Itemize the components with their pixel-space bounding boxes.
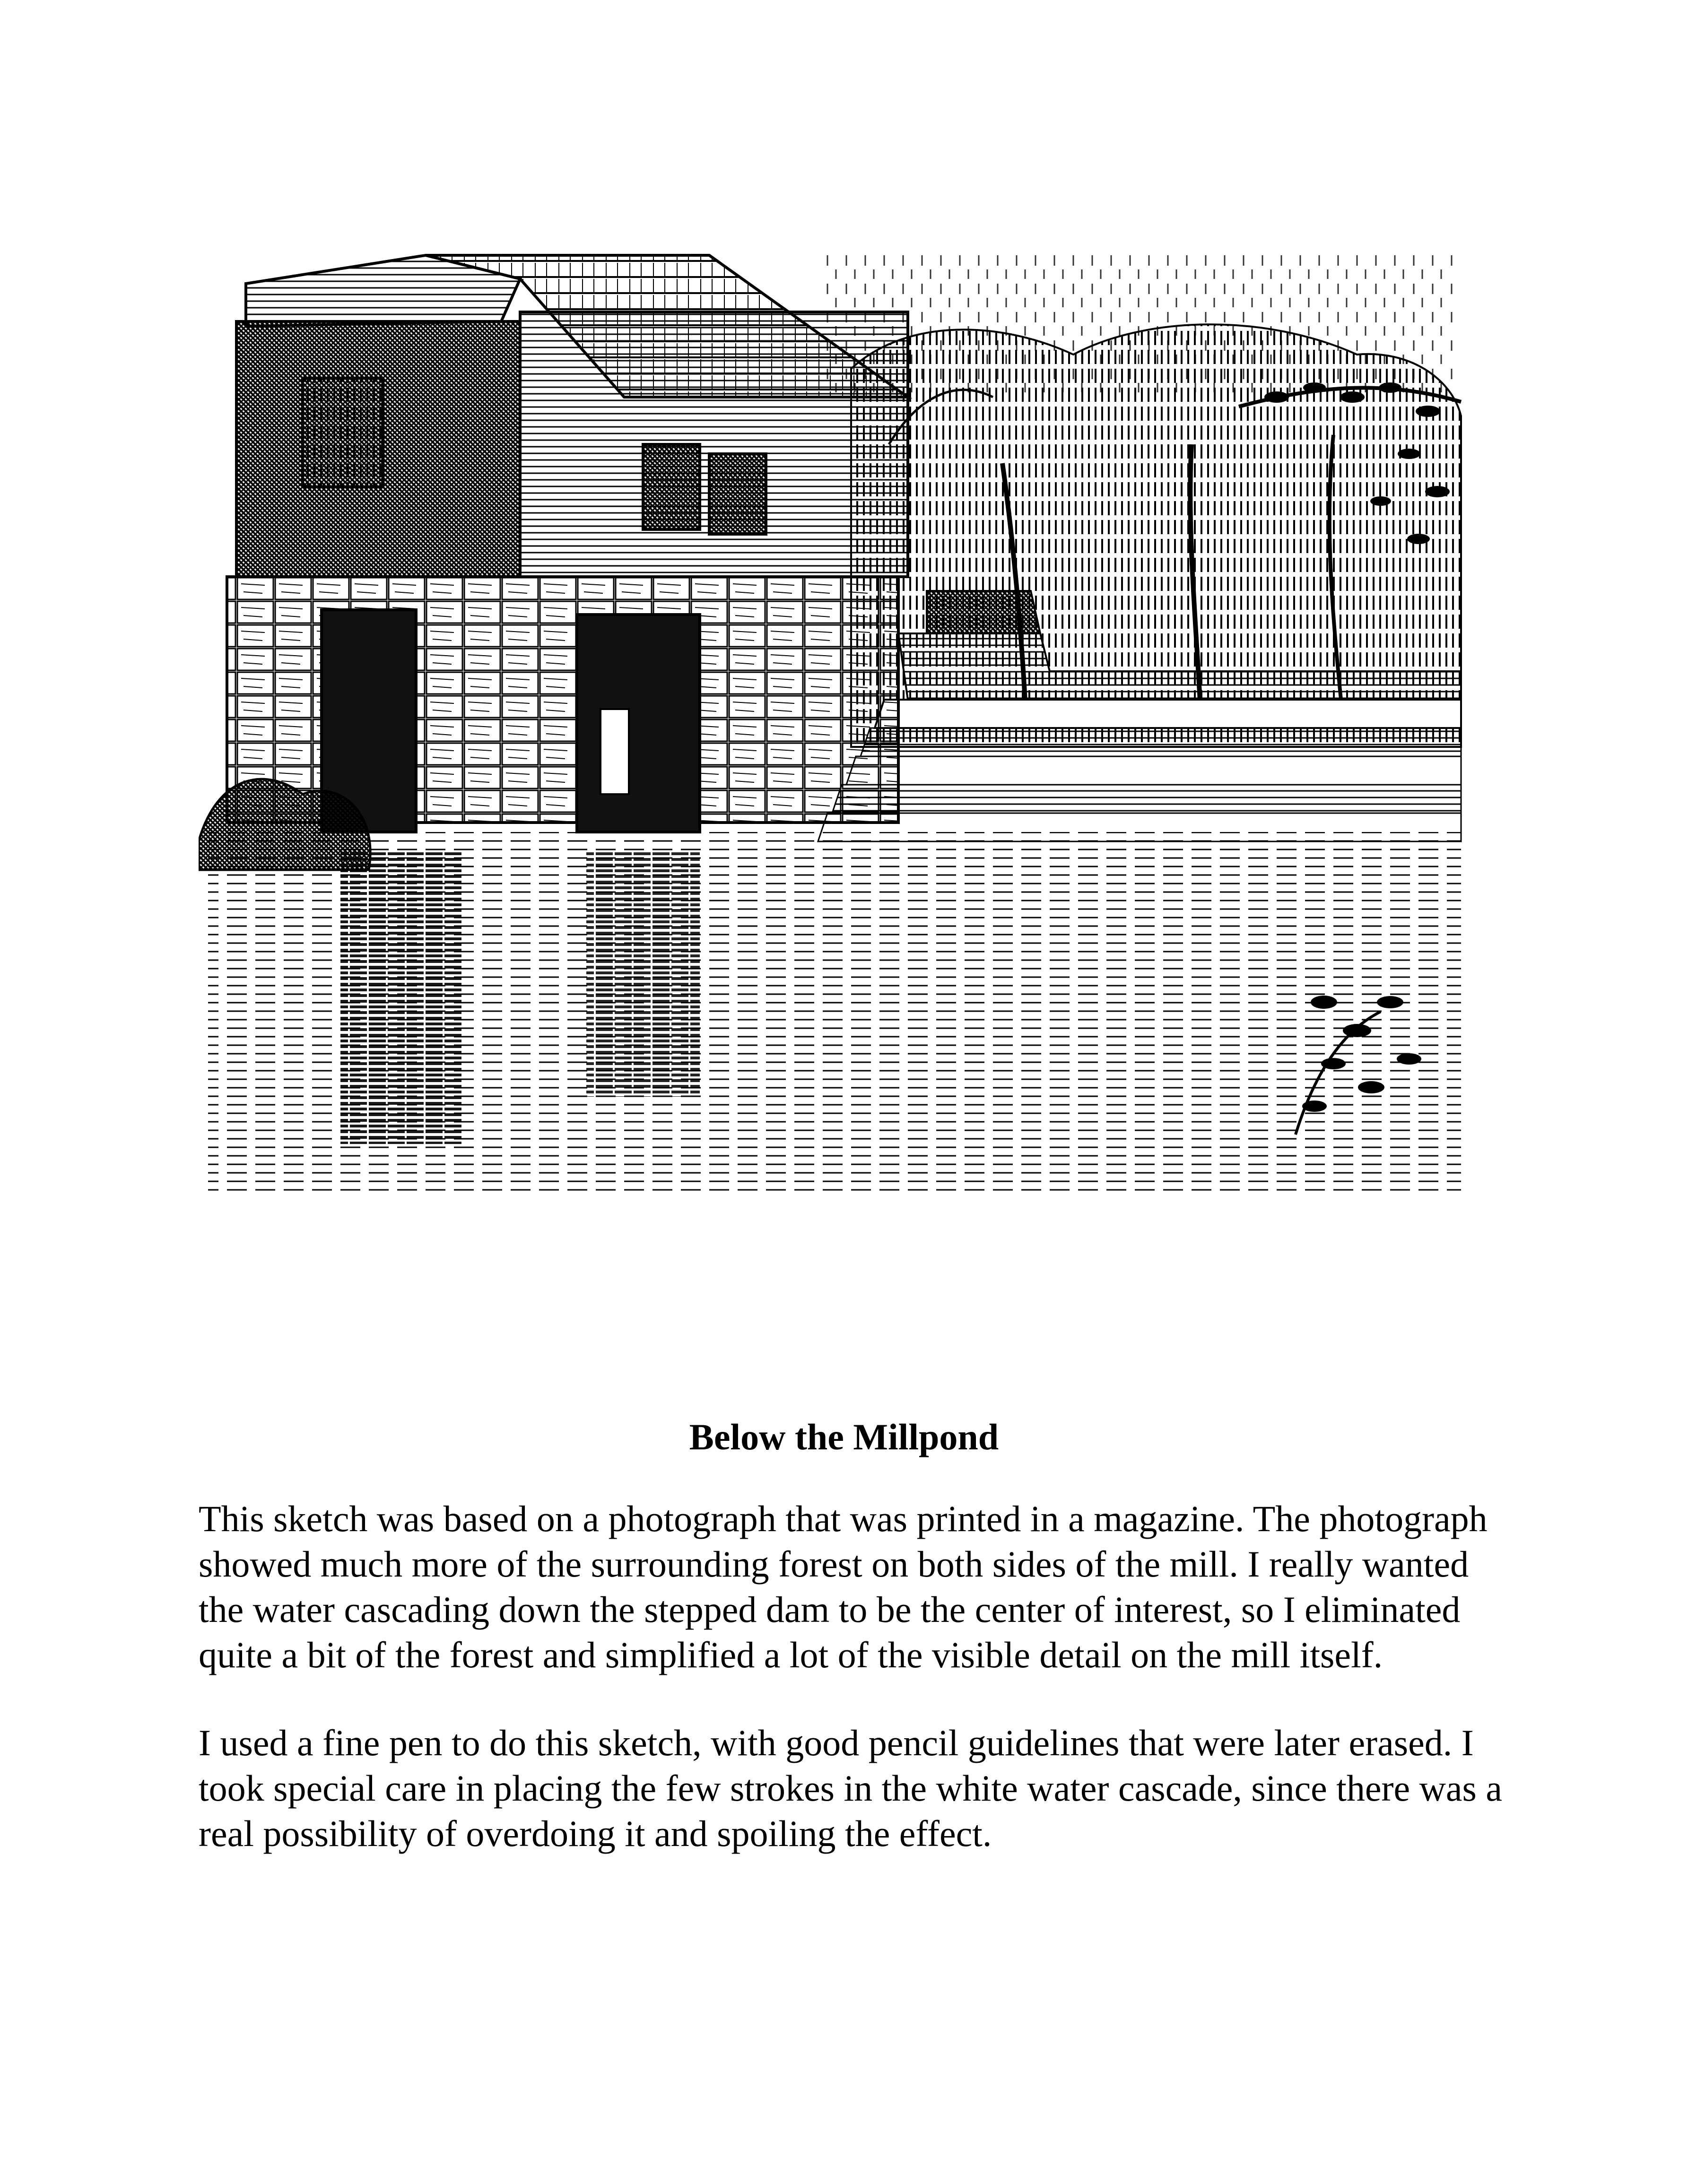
- paragraph-1: This sketch was based on a photograph that was printed in a magazine. The photograph showed much more of the surrounding forest on both sides of the mill. I really wanted the water cascading down the stepped dam to be the center of interest, so I eliminated quite a bit of the forest and simplified a lot of the visible detail on the mill itself.: [199, 1498, 1488, 1675]
- mill-window-right: [709, 454, 766, 534]
- paragraph-2: I used a fine pen to do this sketch, with good pencil guidelines that were later erased. I took special care in placing the few strokes in the white water cascade, since there was a real possibility of overdoing it and spoiling the effect.: [199, 1722, 1503, 1854]
- mill-upper-walls: [236, 312, 908, 577]
- mill-window-center: [643, 444, 700, 529]
- sketch-title: Below the Millpond: [689, 1416, 999, 1457]
- millpond-water: [208, 832, 1461, 1191]
- mill-window-left: [303, 378, 383, 487]
- sketch-description: [199, 1496, 1504, 1899]
- mill-sketch-illustration: [199, 199, 1475, 1291]
- mill-doorway-right: [577, 615, 700, 832]
- mill-sketch-svg: [199, 199, 1475, 1291]
